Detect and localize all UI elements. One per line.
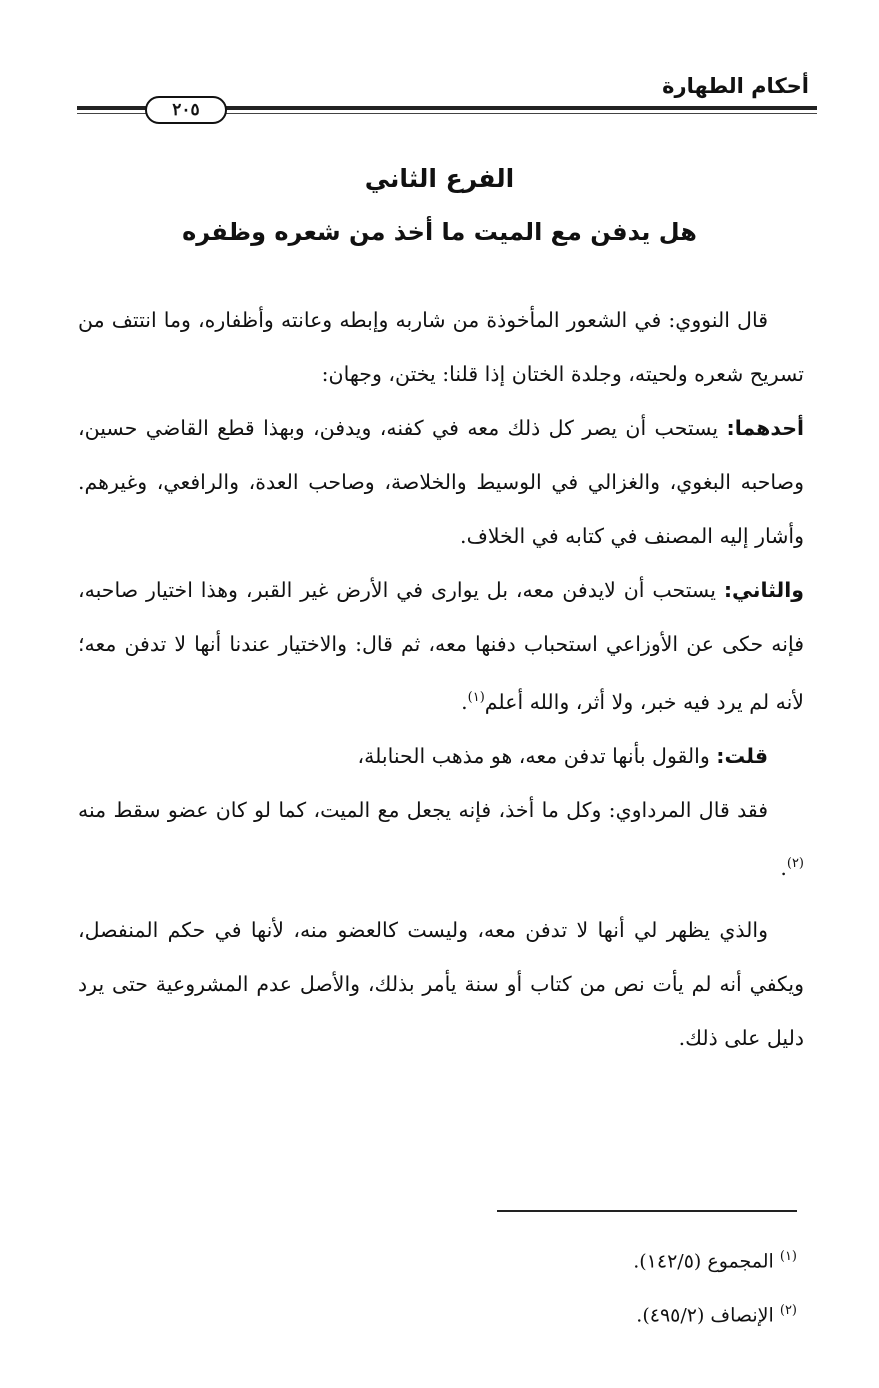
second-view-label: والثاني: bbox=[723, 578, 804, 602]
footnote-2 bbox=[197, 1286, 797, 1340]
paragraph-first-view bbox=[78, 401, 804, 563]
first-view-label: أحدهما: bbox=[726, 416, 804, 440]
author-note-label: قلت: bbox=[716, 743, 768, 768]
question-title: هل يدفن مع الميت ما أخذ من شعره وظفره bbox=[182, 218, 697, 246]
paragraph-conclusion: والذي يظهر لي أنها لا تدفن معه، وليست كالعضو منه، لأنها في حكم المنفصل، ويكفي أنه لم يأت نص من كتاب أو سنة يأمر بذلك، والأصل عدم المشروعية حتى يرد دليل على ذلك. bbox=[78, 917, 804, 1050]
footnote-marker: (٢) bbox=[779, 1303, 797, 1319]
mardawi-end: . bbox=[780, 855, 787, 880]
footnote-marker: (١) bbox=[779, 1249, 797, 1264]
first-view-text: يستحب أن يصر كل ذلك معه في كفنه، ويدفن، وبهذا قطع القاضي حسين، وصاحبه البغوي، والغزالي في الوسيط والخلاصة، وصاحب العدة، والرافعي، وغيرهم. وأشار إليه المصنف في كتابه في الخلاف. bbox=[78, 416, 804, 548]
footnote-ref-1[interactable]: (١) bbox=[467, 690, 485, 705]
page-number: ٢٠٥ bbox=[145, 96, 227, 124]
book-title: أحكام الطهارة bbox=[662, 74, 809, 98]
footnote-ref-2[interactable]: (٢) bbox=[786, 855, 804, 871]
footnote-text: الإنصاف (٤٩٥/٢). bbox=[636, 1304, 774, 1327]
second-view-text: يستحب أن لايدفن معه، بل يوارى في الأرض غير القبر، وهذا اختيار صاحبه، فإنه حكى عن الأوزاعي استحباب دفنها معه، ثم قال: والاختيار عندنا أنها لا تدفن معه؛ لأنه لم يرد فيه خبر، ولا أثر، والله أعلم bbox=[78, 578, 804, 714]
second-view-end: . bbox=[461, 689, 468, 714]
paragraph-nawawi: قال النووي: في الشعور المأخوذة من شاربه وإبطه وعانته وأظفاره، وما انتتف من تسريح شعره ولحيته، وجلدة الختان إذا قلنا: يختن، وجهان: bbox=[78, 308, 804, 386]
footnote-separator bbox=[497, 1210, 797, 1212]
footnote-1 bbox=[197, 1232, 797, 1286]
body-text bbox=[78, 293, 804, 1065]
paragraph-second-view bbox=[78, 563, 804, 729]
footnotes bbox=[197, 1232, 797, 1341]
author-note-text: والقول بأنها تدفن معه، هو مذهب الحنابلة، bbox=[357, 743, 710, 768]
running-header bbox=[77, 72, 817, 132]
paragraph-author-note bbox=[78, 729, 804, 783]
branch-title: الفرع الثاني bbox=[364, 164, 515, 193]
mardawi-text: فقد قال المرداوي: وكل ما أخذ، فإنه يجعل مع الميت، كما لو كان عضو سقط منه bbox=[78, 797, 768, 822]
footnote-text: المجموع (١٤٢/٥). bbox=[633, 1250, 774, 1273]
paragraph-mardawi bbox=[78, 783, 804, 895]
paragraph-gap bbox=[78, 895, 804, 903]
